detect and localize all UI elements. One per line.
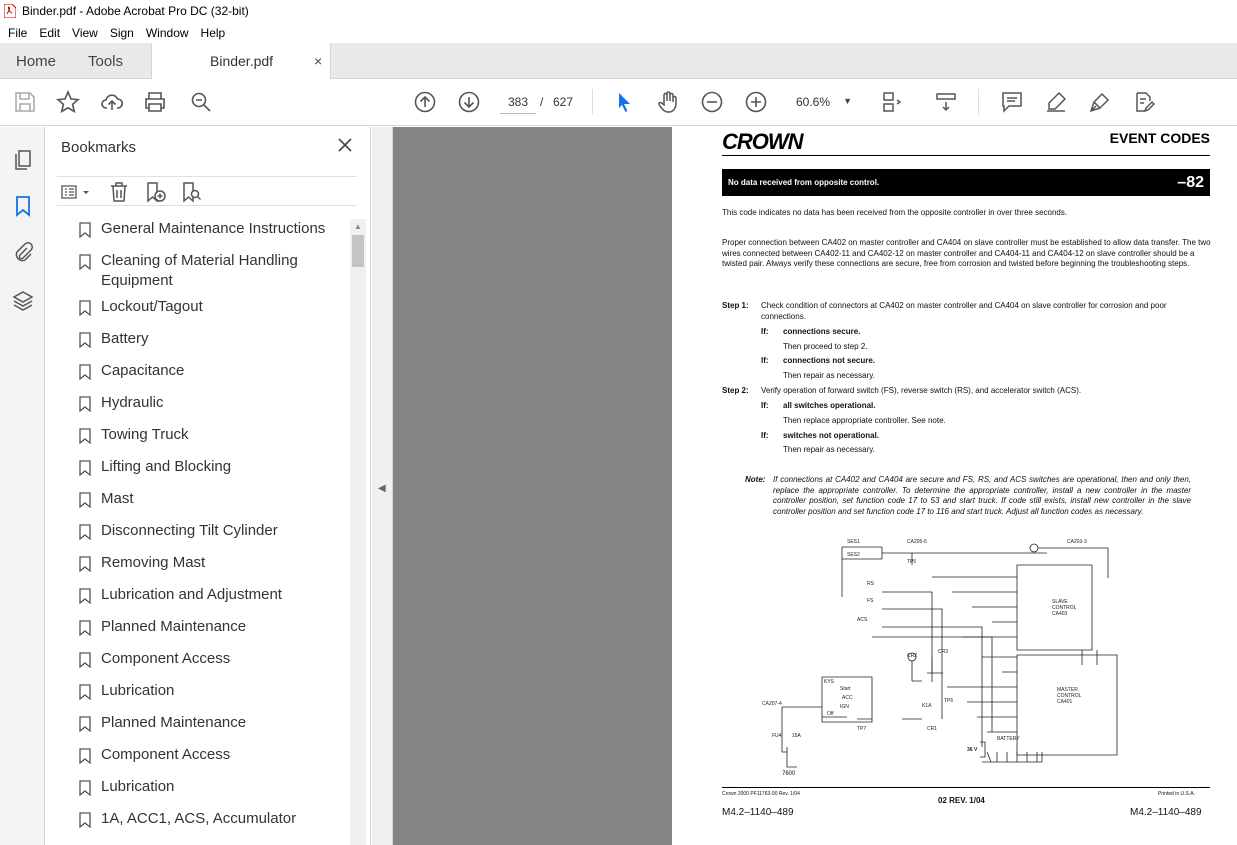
- footer-doc-number-left: M4.2–1140–489: [722, 807, 794, 818]
- delete-bookmark-icon[interactable]: [107, 180, 131, 204]
- footer-doc-number-right: M4.2–1140–489: [1130, 807, 1202, 818]
- bookmark-label: Lubrication and Adjustment: [101, 586, 282, 603]
- schematic-label: CA203-3: [1067, 539, 1087, 545]
- bookmark-icon: [79, 620, 91, 636]
- footer-printed: Printed in U.S.A.: [1158, 791, 1195, 797]
- scrollbar-thumb[interactable]: [352, 235, 364, 267]
- step1-label: Step 1:: [722, 301, 749, 310]
- bookmark-item[interactable]: [45, 219, 350, 251]
- layers-icon[interactable]: [11, 289, 35, 313]
- zoom-level-value: 60.6%: [796, 95, 831, 109]
- schematic-label: CA207-4: [762, 701, 782, 707]
- bookmark-item[interactable]: [45, 713, 350, 745]
- bookmark-icon: [79, 300, 91, 316]
- bookmark-item[interactable]: [45, 457, 350, 489]
- bookmark-icon: [79, 524, 91, 540]
- schematic-label: RS: [867, 581, 874, 587]
- wiring-schematic: [762, 537, 1122, 775]
- window-title: Binder.pdf - Adobe Acrobat Pro DC (32-bit): [22, 4, 249, 18]
- zoom-out-icon[interactable]: [700, 90, 724, 114]
- step1-then2: Then repair as necessary.: [783, 371, 875, 380]
- schematic-label: ACS: [857, 617, 868, 623]
- bookmark-icon: [79, 222, 91, 238]
- bookmark-icon: [79, 588, 91, 604]
- attachments-icon[interactable]: [11, 241, 35, 265]
- step1-if1: connections secure.: [783, 327, 861, 336]
- if-label: If:: [761, 401, 769, 410]
- zoom-in-icon[interactable]: [744, 90, 768, 114]
- bookmark-label: Towing Truck: [101, 426, 189, 443]
- note-text: If connections at CA402 and CA404 are secure and FS, RS, and ACS switches are operational, then and only then, replace the appropriate controller. To determine the appropriate controller, install a new controller in the master controller position, set function code 17 to 53 and start truck. If code still exists, install new controller in the slave controller position and set function code 17 to 116 and start truck. Adjust all function codes as necessary.: [773, 475, 1191, 516]
- bookmark-label: Lubrication: [101, 682, 175, 699]
- bookmark-panel-icon[interactable]: [11, 194, 35, 218]
- previous-page-view: [393, 127, 672, 845]
- bookmark-item[interactable]: [45, 361, 350, 393]
- event-code-bar: [722, 169, 1210, 196]
- tab-tools[interactable]: Tools: [88, 52, 124, 70]
- bookmark-label: Planned Maintenance: [101, 714, 247, 731]
- schematic-label: Off: [827, 711, 834, 717]
- print-icon[interactable]: [143, 90, 167, 114]
- section-title: EVENT CODES: [1109, 130, 1210, 146]
- event-code-number: –82: [1177, 174, 1204, 191]
- intro-text: This code indicates no data has been received from the opposite controller in over three seconds.: [722, 208, 1068, 217]
- bookmark-label: Capacitance: [101, 362, 185, 379]
- bookmark-options-icon[interactable]: [59, 180, 93, 204]
- schematic-label: CR2: [907, 653, 918, 659]
- page-thumbnails-icon[interactable]: [11, 148, 35, 172]
- step1-then1: Then proceed to step 2.: [783, 342, 868, 351]
- chevron-left-icon: ◀: [378, 483, 386, 494]
- zoom-level-select[interactable]: [790, 90, 856, 114]
- schematic-label: SES1: [847, 539, 860, 545]
- bookmark-icon: [79, 716, 91, 732]
- schematic-label: CR1: [927, 726, 938, 732]
- schematic-label: CA403: [1052, 611, 1068, 617]
- bookmark-label: 1A, ACC1, ACS, Accumulator: [101, 810, 297, 827]
- select-cursor-icon[interactable]: [612, 90, 636, 114]
- step2-if1: all switches operational.: [783, 401, 876, 410]
- footer-copyright: Crown 2000 PF11763-90 Rev. 1/04: [722, 791, 800, 797]
- scroll-up-icon[interactable]: ▲: [354, 222, 362, 231]
- chevron-down-icon: ▼: [843, 96, 852, 106]
- tab-home[interactable]: Home: [16, 52, 57, 70]
- toolbar-divider: [978, 89, 979, 115]
- bookmark-icon: [79, 396, 91, 412]
- bookmark-item[interactable]: [45, 777, 350, 809]
- step1-text: Check condition of connectors at CA402 on master controller and CA404 on slave controller for corrosion and poor connections.: [761, 301, 1167, 321]
- bookmark-icon: [79, 684, 91, 700]
- menu-sign[interactable]: Sign: [109, 25, 134, 40]
- menu-window[interactable]: Window: [145, 25, 189, 40]
- page-number-input[interactable]: [500, 90, 536, 114]
- bookmark-item[interactable]: [45, 521, 350, 553]
- page-display-icon[interactable]: [880, 90, 904, 114]
- if-label: If:: [761, 356, 769, 365]
- highlight-pen-icon[interactable]: [1044, 90, 1068, 114]
- if-label: If:: [761, 431, 769, 440]
- schematic-label: SES2: [847, 552, 860, 558]
- toolbar: [0, 79, 1237, 126]
- bookmark-item[interactable]: [45, 617, 350, 649]
- bookmark-label: Mast: [101, 490, 134, 507]
- bookmark-label: Lockout/Tagout: [101, 298, 203, 315]
- bookmark-label: Lubrication: [101, 778, 175, 795]
- toolbar-divider: [592, 89, 593, 115]
- bookmark-label: Component Access: [101, 650, 231, 667]
- tab-bar: [0, 43, 1237, 79]
- bookmark-label: Planned Maintenance: [101, 618, 247, 635]
- bookmark-icon: [79, 556, 91, 572]
- schematic-label: FU4: [772, 733, 782, 739]
- bookmark-item[interactable]: [45, 809, 350, 841]
- footer-rule: [722, 787, 1210, 788]
- schematic-label: K1A: [922, 703, 932, 709]
- star-icon[interactable]: [56, 90, 80, 114]
- step2-label: Step 2:: [722, 386, 749, 395]
- upload-cloud-icon[interactable]: [100, 90, 124, 114]
- header-rule: [722, 155, 1210, 156]
- bookmark-icon: [79, 428, 91, 444]
- bookmark-icon: [79, 364, 91, 380]
- bookmarks-toolbar: [57, 176, 357, 206]
- save-icon[interactable]: [13, 90, 37, 114]
- bookmark-icon: [79, 460, 91, 476]
- bookmark-item[interactable]: [45, 649, 350, 681]
- bookmark-icon: [79, 780, 91, 796]
- menu-file[interactable]: File: [8, 25, 28, 40]
- crown-logo: CROWN: [722, 129, 803, 154]
- bookmark-item[interactable]: [45, 553, 350, 585]
- bookmark-label: Removing Mast: [101, 554, 206, 571]
- step2-if2: switches not operational.: [783, 431, 880, 440]
- schematic-label: KYS: [824, 679, 835, 685]
- previous-page-icon[interactable]: [413, 90, 437, 114]
- fill-sign-icon[interactable]: [1132, 90, 1156, 114]
- tab-document-label: Binder.pdf: [210, 53, 274, 69]
- next-page-icon[interactable]: [457, 90, 481, 114]
- schematic-label: CONTROL: [1057, 693, 1082, 699]
- bookmark-item[interactable]: [45, 425, 350, 457]
- schematic-label: FS: [867, 598, 874, 604]
- bookmark-label: Lifting and Blocking: [101, 458, 232, 475]
- bookmark-icon: [79, 332, 91, 348]
- bookmark-item[interactable]: [45, 251, 350, 297]
- step2-then2: Then repair as necessary.: [783, 445, 875, 454]
- schematic-label: BATTERY: [997, 736, 1020, 742]
- schematic-label: TP5: [907, 559, 917, 565]
- step1-if2: connections not secure.: [783, 356, 876, 365]
- menu-edit[interactable]: Edit: [39, 25, 61, 40]
- schematic-label: TP6: [944, 698, 954, 704]
- bookmark-item[interactable]: [45, 489, 350, 521]
- bookmark-item[interactable]: [45, 681, 350, 713]
- schematic-label: IGN: [840, 704, 849, 710]
- bookmarks-panel: [45, 127, 371, 845]
- find-bookmark-icon[interactable]: [179, 180, 203, 204]
- menu-bar: [0, 22, 1237, 43]
- bookmark-label: Battery: [101, 330, 149, 347]
- bookmark-item[interactable]: [45, 745, 350, 777]
- bookmark-label: Hydraulic: [101, 394, 164, 411]
- total-pages: 627: [553, 95, 574, 109]
- bookmark-label: Disconnecting Tilt Cylinder: [101, 522, 278, 539]
- hand-tool-icon[interactable]: [656, 90, 680, 114]
- note-label: Note:: [745, 475, 766, 484]
- bookmarks-title: Bookmarks: [61, 139, 137, 156]
- schematic-label: 15A: [792, 733, 801, 739]
- close-icon[interactable]: [335, 135, 355, 155]
- bookmark-icon: [79, 748, 91, 764]
- step2-then1: Then replace appropriate controller. See note.: [783, 416, 946, 425]
- comment-icon[interactable]: [1000, 90, 1024, 114]
- sign-pen-icon[interactable]: [1088, 90, 1112, 114]
- bookmark-icon: [79, 652, 91, 668]
- schematic-label: SLAVE: [1052, 599, 1068, 605]
- collapse-panel-button[interactable]: [372, 127, 393, 845]
- schematic-label: CONTROL: [1052, 605, 1077, 611]
- pdf-page: [672, 127, 1237, 845]
- schematic-label: CA205-6: [907, 539, 927, 545]
- bookmark-item[interactable]: [45, 329, 350, 361]
- connection-paragraph: Proper connection between CA402 on master controller and CA404 on slave controller must be established to allow data transfer. The two wires connected between CA402-11 and CA402-12 on master controller and CA404-11 and CA404-12 on slave controller should be a twisted pair. Always verify these connections are secure, free from corrosion and twisted before beginning the troubleshooting steps.: [722, 238, 1211, 268]
- bookmark-item[interactable]: [45, 393, 350, 425]
- bookmark-item[interactable]: [45, 297, 350, 329]
- tab-close-icon[interactable]: ×: [314, 53, 323, 69]
- tab-document[interactable]: [151, 43, 331, 79]
- schematic-label: CR3: [938, 649, 949, 655]
- event-code-description: No data received from opposite control.: [728, 178, 880, 187]
- document-area: [372, 127, 1237, 845]
- bookmark-icon: [79, 812, 91, 828]
- menu-help[interactable]: Help: [200, 25, 226, 40]
- bookmark-icon: [79, 492, 91, 508]
- schematic-label: MASTER: [1057, 687, 1078, 693]
- navigation-rail: [0, 127, 45, 845]
- find-zoom-icon[interactable]: [189, 90, 213, 114]
- new-bookmark-icon[interactable]: [143, 180, 167, 204]
- bookmark-list: [45, 219, 350, 841]
- schematic-label: CA401: [1057, 699, 1073, 705]
- schematic-label: Start: [840, 686, 851, 692]
- figure-number: 7600: [782, 771, 796, 777]
- schematic-label: 36 V: [967, 747, 978, 753]
- scroll-mode-icon[interactable]: [934, 90, 958, 114]
- schematic-label: TP7: [857, 726, 867, 732]
- title-bar: [0, 0, 1237, 22]
- footer-revision: 02 REV. 1/04: [938, 796, 985, 805]
- if-label: If:: [761, 327, 769, 336]
- schematic-label: ACC: [842, 695, 853, 701]
- bookmark-label: Component Access: [101, 746, 231, 763]
- bookmark-icon: [79, 254, 91, 270]
- bookmark-item[interactable]: [45, 585, 350, 617]
- bookmarks-scrollbar[interactable]: [350, 219, 366, 845]
- bookmark-label: Cleaning of Material Handling Equipment: [101, 252, 298, 289]
- bookmark-label: General Maintenance Instructions: [101, 220, 326, 237]
- step2-text: Verify operation of forward switch (FS), reverse switch (RS), and accelerator switch (ACS).: [761, 386, 1082, 395]
- menu-view[interactable]: View: [72, 25, 98, 40]
- page-separator: /: [540, 95, 544, 109]
- acrobat-file-icon: [4, 4, 16, 18]
